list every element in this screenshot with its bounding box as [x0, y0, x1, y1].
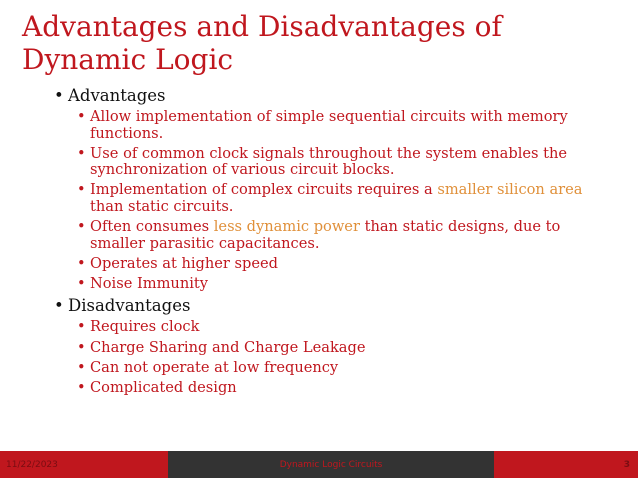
advantage-item-text: Operates at higher speed — [90, 254, 278, 272]
bullet-icon: • — [77, 274, 86, 292]
advantage-item — [77, 256, 595, 273]
bullet-icon: • — [77, 218, 86, 236]
advantages-heading — [54, 86, 624, 106]
advantage-item — [77, 219, 595, 252]
disadvantage-item-text: Requires clock — [90, 318, 200, 336]
bullet-icon: • — [77, 144, 86, 162]
advantages-list — [54, 109, 624, 292]
advantage-item — [77, 109, 595, 142]
slide-title-line-2: Dynamic Logic — [22, 43, 234, 76]
bullet-icon: • — [77, 358, 86, 376]
advantage-item — [77, 276, 595, 293]
slide-body — [54, 86, 624, 400]
disadvantage-item-text: Can not operate at low frequency — [90, 358, 339, 376]
slide-footer — [0, 451, 638, 478]
advantage-item-text: than static designs, due to smaller parasitic capacitances. — [90, 218, 561, 252]
advantage-item-text: Implementation of complex circuits requires a — [90, 181, 438, 199]
footer-page-number: 3 — [494, 451, 638, 478]
disadvantage-item-text: Complicated design — [90, 378, 237, 396]
disadvantages-heading — [54, 296, 624, 316]
bullet-icon: • — [54, 86, 64, 105]
bullet-icon: • — [77, 338, 86, 356]
bullet-icon: • — [77, 181, 86, 199]
disadvantage-item — [77, 360, 595, 377]
highlighted-phrase: less dynamic power — [213, 218, 360, 236]
advantage-item-text: Often consumes — [90, 218, 214, 236]
disadvantages-heading-text: Disadvantages — [68, 296, 191, 316]
footer-date: 11/22/2023 — [0, 451, 168, 478]
bullet-icon: • — [54, 296, 64, 316]
advantage-item-text: Allow implementation of simple sequential circuits with memory functions. — [90, 108, 568, 142]
advantage-item-text: Use of common clock signals throughout the system enables the synchronization of various circuit blocks. — [90, 144, 568, 179]
highlighted-phrase: smaller silicon area — [437, 181, 583, 199]
bullet-icon: • — [77, 378, 86, 396]
bullet-icon: • — [77, 108, 86, 125]
slide-title-line-1: Advantages and Disadvantages of — [22, 10, 502, 43]
disadvantage-item — [77, 380, 595, 397]
advantages-heading-text: Advantages — [68, 86, 166, 105]
bullet-icon: • — [77, 318, 86, 336]
advantage-item-text: Noise Immunity — [90, 274, 209, 292]
advantage-item — [77, 182, 595, 215]
footer-subject: Dynamic Logic Circuits — [168, 451, 494, 478]
disadvantage-item-text: Charge Sharing and Charge Leakage — [90, 338, 366, 356]
advantage-item — [77, 146, 595, 179]
disadvantage-item — [77, 340, 595, 357]
disadvantages-list — [54, 319, 624, 396]
advantage-item-text: than static circuits. — [90, 197, 234, 215]
bullet-icon: • — [77, 254, 86, 272]
disadvantage-item — [77, 319, 595, 336]
slide-title — [22, 10, 622, 76]
